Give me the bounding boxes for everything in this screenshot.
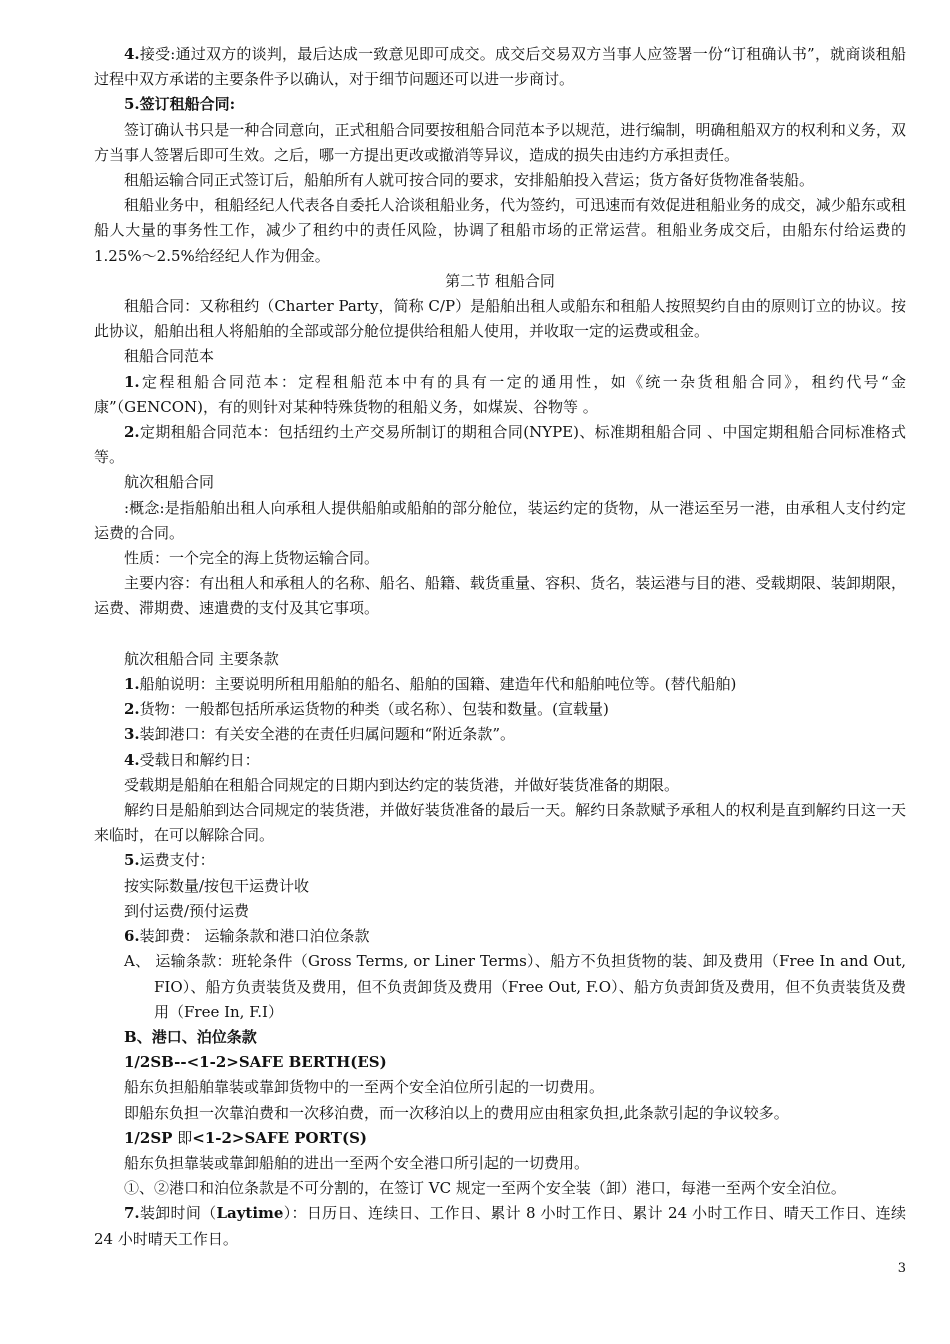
heading-voyage-charter: 航次租船合同 [124,473,215,492]
paragraph-charter-party: 租船合同：又称租约（Charter Party，简称 C/P）是船舶出租人或船东和租船人按照契约自由的原则订立的协议。按此协议，船舶出租人将船舶的全部或部分舱位提供给租船人使用，并收取一定的运费或租金。 [94,297,906,341]
paragraph-terms: A、 运输条款：班轮条件（Gross Terms, or Liner Terms）、船方不负担货物的装、卸及费用（Free In and Out, FIO）、船方负责装货及费用，但不负责卸货及费用（Free Out, F.O）、船方负责卸货及费用，但不负责装货及费用（Free In, F.I） [124,952,906,1021]
heading-safe-port: 1/2SP 即<1-2>SAFE PORT(S) [124,1128,367,1147]
heading-main-clauses: 航次租船合同 主要条款 [124,649,279,668]
paragraph-time-form: 2.定期租船合同范本：包括纽约土产交易所制订的期租合同(NYPE)、标准期租船合同 、中国定期租船合同标准格式等。 [94,423,906,467]
heading-contract-forms: 租船合同范本 [124,347,215,366]
clause-vessel: 1.船舶说明：主要说明所租用船舶的船名、船舶的国籍、建造年代和船舶吨位等。(替代船舶) [124,675,737,694]
clause-laytime: 7.装卸时间（Laytime）：日历日、连续日、工作日、累计 8 小时工作日、累计 24 小时工作日、晴天工作日、连续 24 小时晴天工作日。 [94,1204,906,1248]
paragraph-brokers: 租船业务中，租船经纪人代表各自委托人洽谈租船业务，代为签约，可迅速而有效促进租船业务的成交，减少船东或租船人大量的事务性工作，减少了租约中的责任风险，协调了租船市场的正常运营。租船业务成交后，由船东付给运费的 1.25%～2.5%给经纪人作为佣金。 [94,196,906,265]
paragraph-cancelling: 解约日是船舶到达合同规定的装货港，并做好装货准备的最后一天。解约日条款赋予承租人的权利是直到解约日这一天来临时，在可以解除合同。 [94,801,906,845]
paragraph-freight-timing: 到付运费/预付运费 [124,901,250,920]
paragraph-acceptance: 4.接受:通过双方的谈判，最后达成一致意见即可成交。成交后交易双方当事人应签署一份“订租确认书”，就商谈租船过程中双方承诺的主要条件予以确认，对于细节问题还可以进一步商讨。 [94,45,906,89]
clause-laydays: 4.受载日和解约日： [124,750,260,769]
paragraph-after-signing: 租船运输合同正式签订后，船舶所有人就可按合同的要求，安排船舶投入营运；货方备好货物准备装船。 [124,171,815,190]
paragraph-safe-berth: 船东负担船舶靠装或靠卸货物中的一至两个安全泊位所引起的一切费用。 [124,1078,605,1097]
section-title: 第二节 租船合同 [445,271,555,290]
paragraph-freight-basis: 按实际数量/按包干运费计收 [124,876,310,895]
paragraph-nature: 性质：一个完全的海上货物运输合同。 [124,549,380,568]
clause-cargo: 2.货物：一般都包括所承运货物的种类（或名称）、包装和数量。(宣载量) [124,700,609,719]
page-number: 3 [897,1261,906,1276]
heading-port-berth: B、港口、泊位条款 [124,1027,257,1046]
paragraph-laydays: 受载期是船舶在租船合同规定的日期内到达约定的装货港，并做好装货准备的期限。 [124,775,680,794]
paragraph-shifting: 即船东负担一次靠泊费和一次移泊费，而一次移泊以上的费用应由租家负担,此条款引起的争议较多。 [124,1103,789,1122]
paragraph-concept: :概念:是指船舶出租人向承租人提供船舶或船舶的部分舱位，装运约定的货物，从一港运至另一港，由承租人支付约定运费的合同。 [94,498,906,542]
paragraph-inseparable: ①、②港口和泊位条款是不可分割的，在签订 VC 规定一至两个安全装（卸）港口，每港一至两个安全泊位。 [124,1179,846,1198]
heading-sign-contract: 5.签订租船合同: [124,95,236,114]
heading-safe-berth: 1/2SB--<1-2>SAFE BERTH(ES) [124,1053,387,1072]
paragraph-safe-port: 船东负担靠装或靠卸船舶的进出一至两个安全港口所引起的一切费用。 [124,1153,590,1172]
document-body [94,42,906,1252]
clause-ports: 3.装卸港口：有关安全港的在责任归属问题和“附近条款”。 [124,725,516,744]
paragraph-main-content: 主要内容：有出租人和承租人的名称、船名、船籍、载货重量、容积、货名，装运港与目的港、受载期限、装卸期限，运费、滞期费、速遣费的支付及其它事项。 [94,574,906,618]
clause-loading-costs: 6.装卸费： 运输条款和港口泊位条款 [124,927,370,946]
clause-freight: 5.运费支付： [124,851,215,870]
paragraph-confirmation: 签订确认书只是一种合同意向，正式租船合同要按租船合同范本予以规范，进行编制，明确租船双方的权利和义务，双方当事人签署后即可生效。之后，哪一方提出更改或撤消等异议，造成的损失由违约方承担责任。 [94,120,906,164]
blank-line [94,622,906,647]
paragraph-voyage-form: 1.定程租船合同范本：定程租船范本中有的具有一定的通用性，如《统一杂货租船合同》，租约代号“金康”（GENCON)，有的则针对某种特殊货物的租船义务，如煤炭、谷物等 。 [94,372,906,416]
